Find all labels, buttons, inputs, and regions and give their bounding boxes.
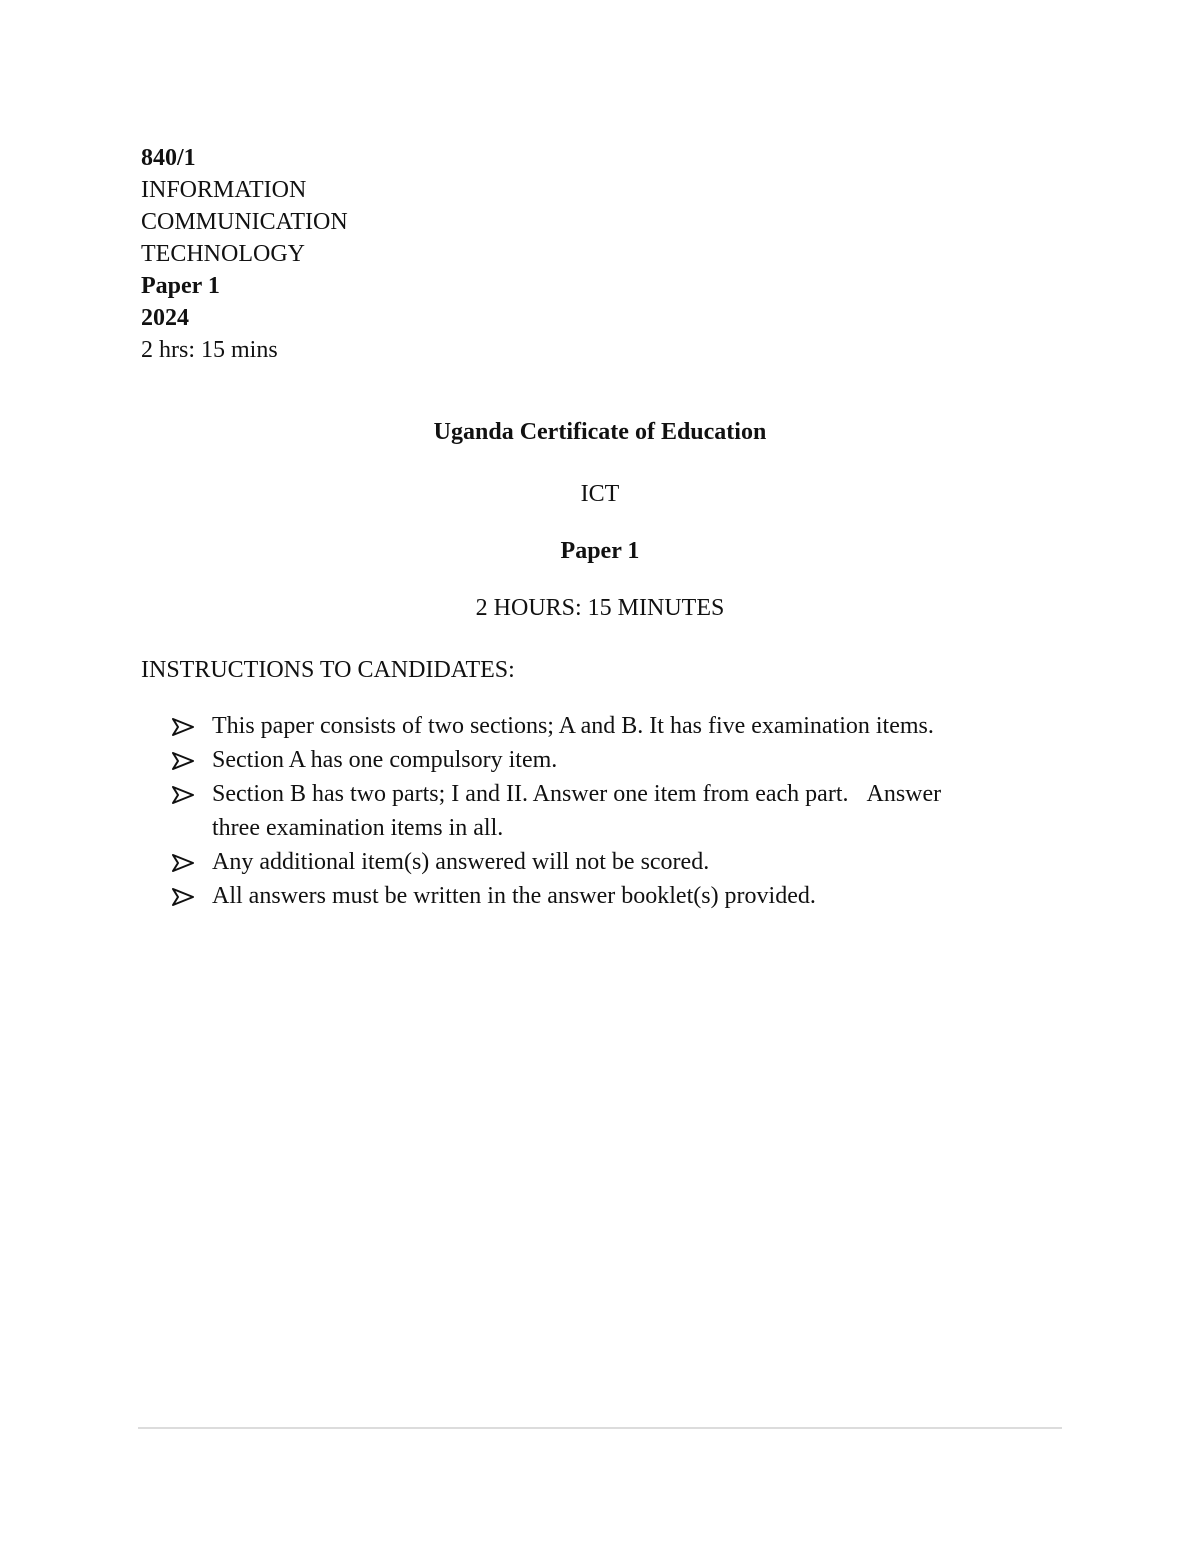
instruction-text-continued: Answer bbox=[866, 781, 942, 807]
instruction-item bbox=[172, 845, 1062, 879]
subject-title: ICT bbox=[580, 481, 620, 507]
instruction-text: All answers must be written in the answer booklet(s) provided. bbox=[212, 883, 816, 909]
paper-duration: 2 hrs: 15 mins bbox=[141, 337, 278, 363]
arrowhead-bullet-icon bbox=[172, 786, 194, 804]
instruction-item bbox=[172, 879, 1062, 913]
certificate-title: Uganda Certificate of Education bbox=[433, 419, 767, 445]
paper-code: 840/1 bbox=[141, 145, 196, 171]
instruction-item bbox=[172, 743, 1062, 777]
arrowhead-bullet-icon bbox=[172, 888, 194, 906]
instruction-text: This paper consists of two sections; A and B. It has five examination items. bbox=[212, 713, 934, 739]
footer-divider bbox=[138, 1427, 1062, 1429]
paper-header bbox=[141, 142, 348, 366]
instruction-text: Section B has two parts; I and II. Answer one item from each part. bbox=[212, 781, 849, 807]
instruction-item bbox=[172, 777, 1062, 845]
instruction-text-continued: three examination items in all. bbox=[212, 815, 504, 841]
instruction-text: Section A has one compulsory item. bbox=[212, 747, 558, 773]
instruction-text: Any additional item(s) answered will not be scored. bbox=[212, 849, 710, 875]
subject-line-2: COMMUNICATION bbox=[141, 209, 348, 235]
instruction-list bbox=[172, 709, 1062, 913]
paper-year: 2024 bbox=[141, 305, 189, 331]
subject-line-3: TECHNOLOGY bbox=[141, 241, 305, 267]
instructions-heading: INSTRUCTIONS TO CANDIDATES: bbox=[141, 657, 515, 683]
arrowhead-bullet-icon bbox=[172, 854, 194, 872]
paper-number: Paper 1 bbox=[141, 273, 220, 299]
arrowhead-bullet-icon bbox=[172, 718, 194, 736]
arrowhead-bullet-icon bbox=[172, 752, 194, 770]
subject-line-1: INFORMATION bbox=[141, 177, 307, 203]
instruction-item bbox=[172, 709, 1062, 743]
duration-title: 2 HOURS: 15 MINUTES bbox=[475, 595, 725, 621]
paper-title: Paper 1 bbox=[560, 538, 640, 564]
